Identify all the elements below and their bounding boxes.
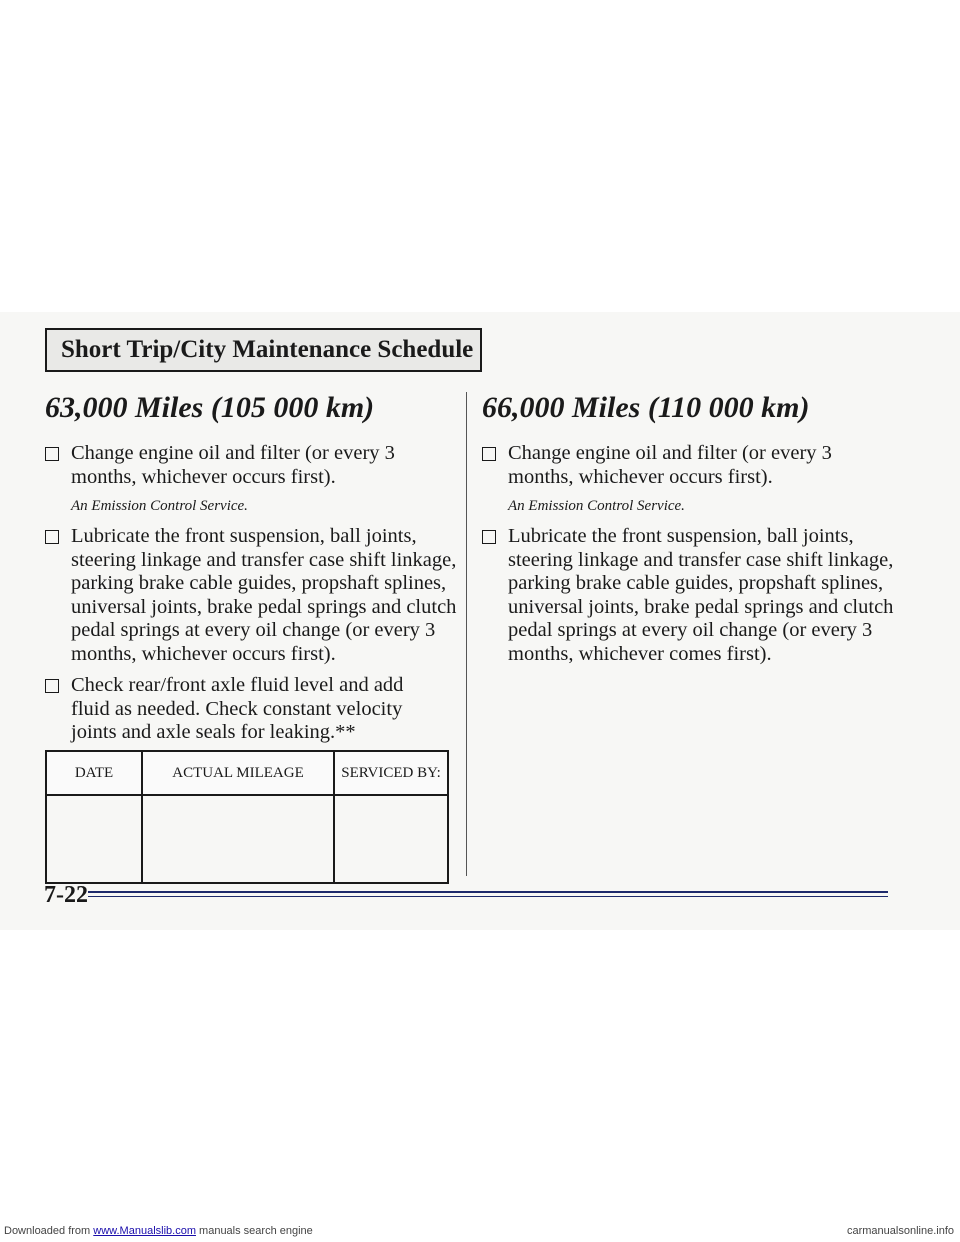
serviced-by-cell[interactable] [334, 795, 448, 883]
item-text: Lubricate the front suspension, ball joints, steering linkage and transfer case shift linkage, parking brake cable guides, propshaft splines, universal joints, brake pedal springs and clutch pedal springs at every oil change (or every 3 months, whichever comes first). [508, 525, 894, 665]
column-divider [466, 392, 467, 876]
item-text: Change engine oil and filter (or every 3 months, whichever occurs first). [71, 442, 395, 488]
footer-rule [88, 891, 888, 893]
service-log-table [45, 750, 449, 884]
checklist-item [482, 525, 908, 666]
checkbox-icon[interactable] [482, 447, 496, 461]
section-header [45, 328, 482, 372]
download-suffix: manuals search engine [195, 1225, 313, 1237]
checkbox-icon[interactable] [45, 679, 59, 693]
checkbox-icon[interactable] [45, 530, 59, 544]
table-row [46, 795, 448, 883]
download-bar [0, 1222, 960, 1242]
download-prefix: Downloaded from [4, 1225, 94, 1237]
item-text: Check rear/front axle fluid level and add fluid as needed. Check constant velocity joints and axle seals for leaking.** [71, 674, 404, 743]
date-column-header: DATE [46, 751, 142, 795]
emission-note: An Emission Control Service. [508, 498, 685, 514]
mileage-heading-66000: 66,000 Miles (110 000 km) [482, 391, 810, 424]
checklist-item [45, 442, 441, 489]
manualslib-link[interactable]: www.Manualslib.com [93, 1225, 196, 1237]
mileage-column-header: ACTUAL MILEAGE [142, 751, 334, 795]
checklist-item [45, 525, 461, 666]
checklist-item [482, 442, 878, 489]
serviced-by-column-header: SERVICED BY: [334, 751, 448, 795]
emission-note: An Emission Control Service. [71, 498, 248, 514]
right-column [482, 390, 902, 674]
mileage-cell[interactable] [142, 795, 334, 883]
download-source [4, 1225, 313, 1237]
footer-rule-thin [88, 896, 888, 897]
checklist-item [45, 674, 441, 745]
watermark-site: carmanualsonline.info [846, 1225, 954, 1237]
page-number: 7-22 [44, 882, 88, 908]
section-title: Short Trip/City Maintenance Schedule [61, 336, 474, 363]
left-column [45, 390, 455, 753]
checkbox-icon[interactable] [482, 530, 496, 544]
checkbox-icon[interactable] [45, 447, 59, 461]
item-text: Change engine oil and filter (or every 3 months, whichever occurs first). [508, 442, 832, 488]
table-header-row [46, 751, 448, 795]
item-text: Lubricate the front suspension, ball joints, steering linkage and transfer case shift linkage, parking brake cable guides, propshaft splines, universal joints, brake pedal springs and clutch pedal springs at every oil change (or every 3 months, whichever occurs first). [71, 525, 457, 665]
mileage-heading-63000: 63,000 Miles (105 000 km) [45, 391, 375, 424]
date-cell[interactable] [46, 795, 142, 883]
